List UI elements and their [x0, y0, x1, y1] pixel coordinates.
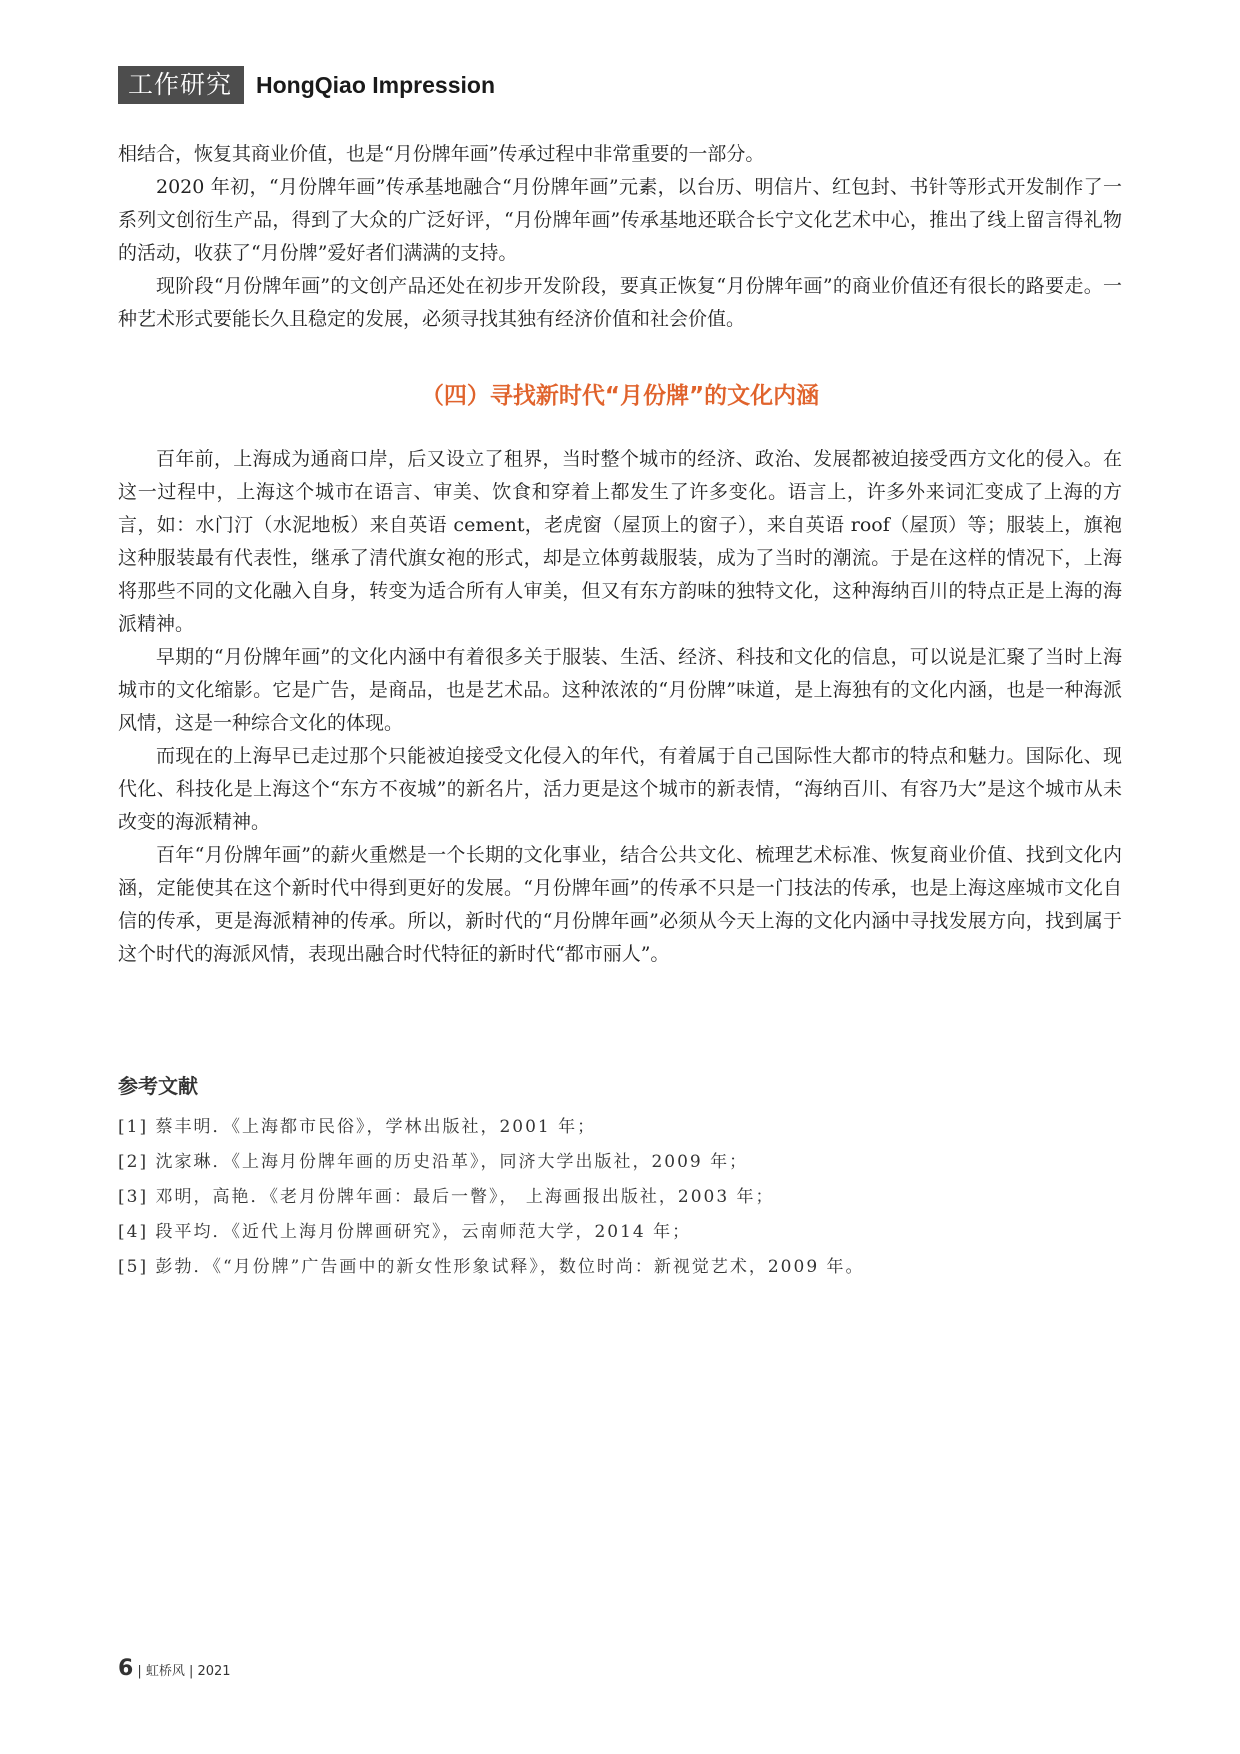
reference-item: [4] 段平均．《近代上海月份牌画研究》，云南师范大学，2014 年； [118, 1222, 692, 1242]
footer-text: | 虹桥风 | 2021 [137, 1664, 231, 1679]
paragraph: 而现在的上海早已走过那个只能被迫接受文化侵入的年代，有着属于自己国际性大都市的特点和魅力。国际化、现代化、科技化是上海这个“东方不夜城”的新名片，活力更是这个城市的新表情，“海纳百川、有容乃大”是这个城市从未改变的海派精神。 [118, 745, 1122, 833]
magazine-brand: HongQiao Impression [256, 71, 495, 98]
page-header [118, 66, 495, 104]
page-number: 6 [118, 1656, 134, 1681]
reference-item: [2] 沈家琳．《上海月份牌年画的历史沿革》，同济大学出版社，2009 年； [118, 1152, 749, 1172]
reference-item: [5] 彭勃．《“月份牌”广告画中的新女性形象试释》，数位时尚：新视觉艺术，2009 年。 [118, 1257, 865, 1277]
reference-item: [3] 邓明，高艳．《老月份牌年画：最后一瞥》， 上海画报出版社，2003 年； [118, 1187, 775, 1207]
paragraph: 现阶段“月份牌年画”的文创产品还处在初步开发阶段，要真正恢复“月份牌年画”的商业价值还有很长的路要走。一种艺术形式要能长久且稳定的发展，必须寻找其独有经济价值和社会价值。 [118, 275, 1122, 330]
page-footer [118, 1656, 231, 1681]
paragraph: 相结合，恢复其商业价值，也是“月份牌年画”传承过程中非常重要的一部分。 [118, 143, 765, 165]
references-list [118, 1110, 1122, 1285]
section-tag: 工作研究 [118, 66, 244, 104]
section-heading: （四）寻找新时代“月份牌”的文化内涵 [420, 383, 820, 409]
paragraph: 2020 年初，“月份牌年画”传承基地融合“月份牌年画”元素，以台历、明信片、红包封、书针等形式开发制作了一系列文创衍生产品，得到了大众的广泛好评，“月份牌年画”传承基地还联合长宁文化艺术中心，推出了线上留言得礼物的活动，收获了“月份牌”爱好者们满满的支持。 [118, 176, 1122, 264]
reference-item: [1] 蔡丰明．《上海都市民俗》，学林出版社，2001 年； [118, 1117, 597, 1137]
article-block-1 [118, 138, 1122, 336]
paragraph: 早期的“月份牌年画”的文化内涵中有着很多关于服装、生活、经济、科技和文化的信息，可以说是汇聚了当时上海城市的文化缩影。它是广告，是商品，也是艺术品。这种浓浓的“月份牌”味道，是上海独有的文化内涵，也是一种海派风情，这是一种综合文化的体现。 [118, 646, 1122, 734]
paragraph: 百年“月份牌年画”的薪火重燃是一个长期的文化事业，结合公共文化、梳理艺术标准、恢复商业价值、找到文化内涵，定能使其在这个新时代中得到更好的发展。“月份牌年画”的传承不只是一门技法的传承，也是上海这座城市文化自信的传承，更是海派精神的传承。所以，新时代的“月份牌年画”必须从今天上海的文化内涵中寻找发展方向，找到属于这个时代的海派风情，表现出融合时代特征的新时代“都市丽人”。 [118, 844, 1122, 965]
paragraph: 百年前，上海成为通商口岸，后又设立了租界，当时整个城市的经济、政治、发展都被迫接受西方文化的侵入。在这一过程中，上海这个城市在语言、审美、饮食和穿着上都发生了许多变化。语言上，许多外来词汇变成了上海的方言，如：水门汀（水泥地板）来自英语 cement，老虎窗（屋顶上的窗子），来自英语 roof（屋顶）等；服装上，旗袍这种服装最有代表性，继承了清代旗女袍的形式，却是立体剪裁服装，成为了当时的潮流。于是在这样的情况下，上海将那些不同的文化融入自身，转变为适合所有人审美，但又有东方韵味的独特文化，这种海纳百川的特点正是上海的海派精神。 [118, 448, 1122, 635]
article-block-2 [118, 443, 1122, 971]
references-heading: 参考文献 [118, 1074, 198, 1098]
